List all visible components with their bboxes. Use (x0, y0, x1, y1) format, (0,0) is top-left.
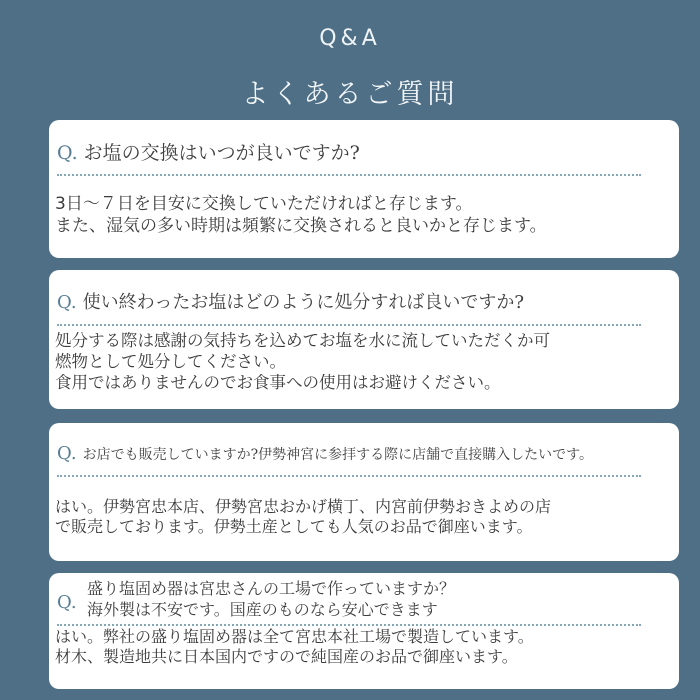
faq-question-1 (57, 138, 360, 165)
answer-line: 材木、製造地共に日本国内ですので純国産のお品で御座います。 (55, 647, 518, 667)
dotted-divider (57, 624, 641, 626)
question-line: 海外製は不安です。国産のものなら安心できます (87, 599, 438, 619)
answer-line: はい。弊社の盛り塩固め器は全て宮忠本社工場で製造しています。 (55, 627, 534, 646)
answer-line: はい。伊勢宮忠本店、伊勢宮忠おかげ横丁、内宮前伊勢おきよめの店 (55, 497, 552, 516)
page-title: よくあるご質問 (241, 79, 459, 110)
faq-card-4 (49, 573, 679, 689)
answer-line: 3日～７日を目安に交換していただければと存じます。 (55, 194, 473, 214)
question-text: お店でも販売していますか?伊勢神宮に参拝する際に店舗で直接購入したいです。 (82, 447, 593, 463)
q-mark: Q. (57, 443, 77, 464)
faq-question-4 (57, 579, 455, 621)
faq-card-1 (49, 120, 679, 258)
question-text: お塩の交換はいつが良いですか? (83, 142, 360, 164)
faq-answer-1 (55, 194, 673, 238)
dotted-divider (57, 174, 641, 176)
q-mark: Q. (57, 292, 77, 313)
faq-answer-2 (55, 330, 673, 393)
faq-card-2 (49, 270, 679, 409)
answer-line: で販売しております。伊勢土産としても人気のお品で御座います。 (55, 517, 533, 537)
q-mark: Q. (57, 592, 77, 613)
dotted-divider (57, 475, 641, 477)
faq-question-2 (57, 288, 524, 314)
faq-answer-3 (55, 497, 673, 538)
question-line: 盛り塩固め器は宮忠さんの工場で作っていますか？ (87, 579, 456, 598)
faq-card-3 (49, 423, 679, 561)
faq-answer-4 (55, 627, 673, 668)
faq-question-3 (57, 443, 593, 464)
question-text: 使い終わったお塩はどのように処分すれば良いですか? (82, 292, 525, 313)
dotted-divider (57, 324, 641, 326)
answer-line: また、湿気の多い時期は頻繁に交換されると良いかと存じます。 (55, 215, 547, 236)
q-mark: Q. (57, 142, 78, 164)
answer-line: 食用ではありませんのでお食事への使用はお避けください。 (55, 373, 501, 393)
answer-line: 燃物として処分してください。 (55, 352, 286, 372)
answer-line: 処分する際は感謝の気持ちを込めてお塩を水に流していただくか可 (55, 331, 550, 350)
page-subtitle: Q&A (319, 26, 381, 51)
